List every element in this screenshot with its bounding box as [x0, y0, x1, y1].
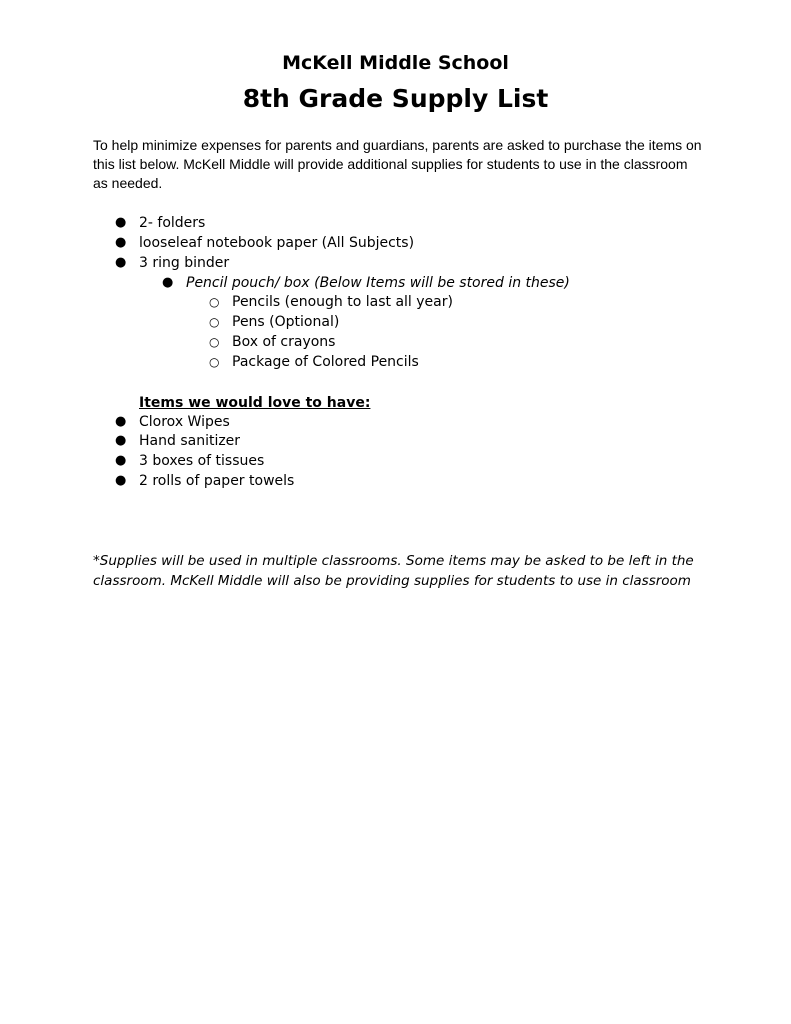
list-item-text: looseleaf notebook paper (All Subjects): [139, 235, 415, 251]
list-item-text: Package of Colored Pencils: [232, 354, 419, 370]
list-item-text: 3 boxes of tissues: [139, 453, 265, 469]
list-item-text: 3 ring binder: [139, 255, 230, 271]
bullet-icon: ●: [162, 275, 174, 290]
list-item-text: Pens (Optional): [232, 314, 340, 330]
hollow-bullet-icon: ○: [209, 335, 220, 349]
hollow-bullet-icon: ○: [209, 295, 220, 309]
bullet-icon: ●: [115, 215, 127, 230]
bullet-icon: ●: [115, 453, 127, 468]
bullet-icon: ●: [115, 414, 127, 429]
school-name: McKell Middle School: [282, 52, 509, 74]
list-item-text: Box of crayons: [232, 334, 336, 350]
bullet-icon: ●: [115, 473, 127, 488]
list-item-text: 2- folders: [139, 215, 206, 231]
hollow-bullet-icon: ○: [209, 355, 220, 369]
footnote: *Supplies will be used in multiple classrooms. Some items may be asked to be left in the classroom. McKell Middle will also be providing supplies for students to use in classroom: [93, 553, 694, 589]
list-item-text: Pencil pouch/ box (Below Items will be stored in these): [186, 275, 570, 291]
bullet-icon: ●: [115, 433, 127, 448]
bullet-icon: ●: [115, 255, 127, 270]
page-title: 8th Grade Supply List: [242, 84, 549, 113]
list-item-text: 2 rolls of paper towels: [139, 473, 295, 489]
list-item-text: Hand sanitizer: [139, 433, 241, 449]
intro-paragraph: To help minimize expenses for parents and guardians, parents are asked to purchase the items on this list below. McKell Middle will provide additional supplies for students to use in the classroom as needed.: [93, 137, 702, 191]
hollow-bullet-icon: ○: [209, 315, 220, 329]
wishlist-heading: Items we would love to have:: [139, 395, 371, 411]
list-item-text: Clorox Wipes: [139, 414, 230, 430]
list-item-text: Pencils (enough to last all year): [232, 294, 453, 310]
bullet-icon: ●: [115, 235, 127, 250]
